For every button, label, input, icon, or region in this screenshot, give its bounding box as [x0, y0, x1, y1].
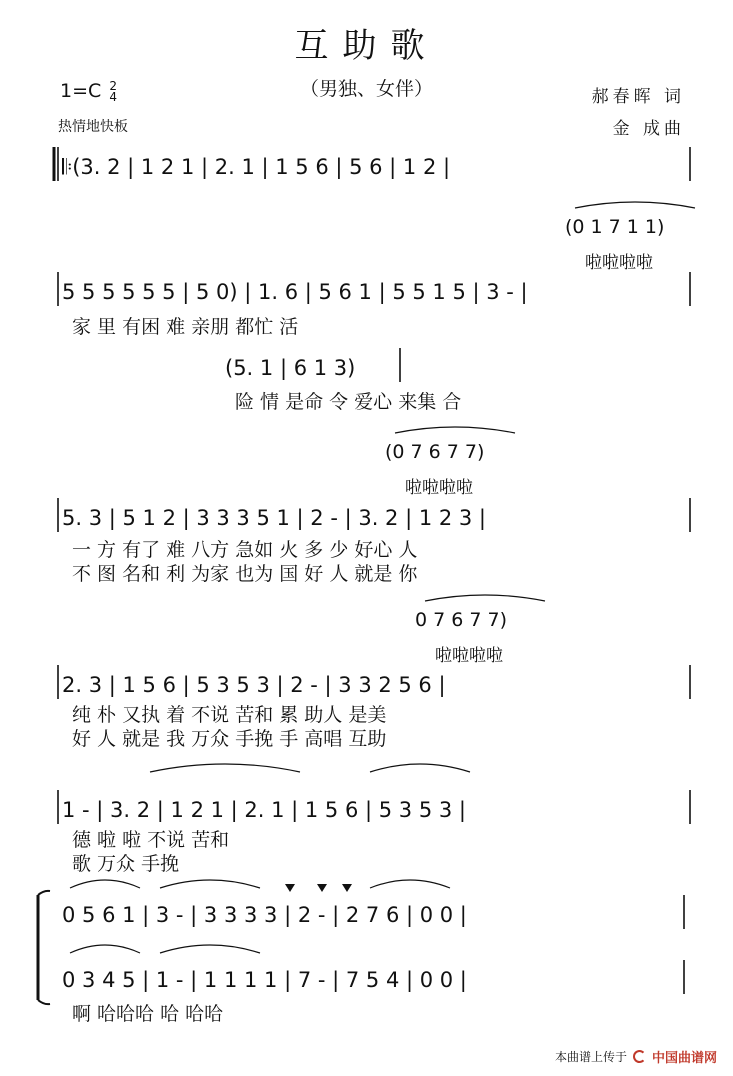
- key-label: 1=C: [60, 80, 102, 102]
- lower-voice-notes: 0 3 4 5 | 1 - | 1 1 1 1 | 7 - | 7 5 4 | 0 0 |: [62, 968, 467, 992]
- cue-lyrics: 啦啦啦啦: [585, 253, 653, 273]
- upload-credit: [555, 1047, 717, 1066]
- cue-notes: 0 7 6 7 7): [415, 609, 508, 631]
- lyric-line: 纯 朴 又执 着 不说 苦和 累 助人 是美: [72, 704, 387, 726]
- lyric-line: 啊 哈哈哈 哈 哈哈: [72, 1003, 224, 1025]
- slur: [160, 880, 260, 888]
- page-title: 互助歌: [294, 26, 439, 66]
- slur: [70, 880, 140, 888]
- time-top: 2: [109, 78, 117, 93]
- site-name: 中国曲谱网: [651, 1051, 717, 1066]
- notes-line: 5 5 5 5 5 5 | 5 0) | 1. 6 | 5 6 1 | 5 5 1 5 | 3 - |: [62, 280, 528, 304]
- slur: [575, 202, 695, 208]
- lyric-line: 险 情 是命 令 爱心 来集 合: [235, 391, 462, 413]
- accent-mark: [285, 884, 295, 892]
- accent-mark: [342, 884, 352, 892]
- accent-mark: [317, 884, 327, 892]
- composer: 金 成曲: [612, 119, 685, 139]
- slur: [395, 427, 515, 433]
- notes-line: 2. 3 | 1 5 6 | 5 3 5 3 | 2 - | 3 3 2 5 6 |: [62, 673, 446, 697]
- upper-voice-notes: 0 5 6 1 | 3 - | 3 3 3 3 | 2 - | 2 7 6 | 0 0 |: [62, 903, 467, 927]
- slur: [370, 880, 450, 888]
- cue-lyrics: 啦啦啦啦: [405, 478, 473, 498]
- tempo-mark: 热情地快板: [58, 119, 128, 135]
- cue-notes: (0 7 6 7 7): [385, 441, 485, 463]
- lyric-line: 歌 万众 手挽: [72, 853, 180, 875]
- cue-lyrics: 啦啦啦啦: [435, 646, 503, 666]
- site-logo-icon: [633, 1050, 646, 1063]
- bracket-hook: [38, 891, 50, 895]
- page-subtitle: （男独、女伴）: [299, 78, 433, 100]
- cue-notes: (0 1 7 1 1): [565, 216, 665, 238]
- lyric-line: 一 方 有了 难 八方 急如 火 多 少 好心 人: [72, 539, 418, 561]
- slur: [370, 764, 470, 772]
- time-bottom: 4: [109, 89, 117, 104]
- notes-line: 𝄆(3. 2 | 1 2 1 | 2. 1 | 1 5 6 | 5 6 | 1 2 |: [62, 155, 451, 179]
- lyricist: 郝春晖 词: [591, 87, 685, 107]
- lyric-line: 家 里 有困 难 亲朋 都忙 活: [72, 316, 299, 338]
- slur: [150, 764, 300, 772]
- lyric-line: 不 图 名和 利 为家 也为 国 好 人 就是 你: [72, 563, 418, 585]
- notes-line: 5. 3 | 5 1 2 | 3 3 3 5 1 | 2 - | 3. 2 | 1 2 3 |: [62, 506, 487, 530]
- upload-text: 本曲谱上传于: [554, 1050, 627, 1064]
- notes-line: (5. 1 | 6 1 3): [225, 356, 356, 380]
- notes-line: 1 - | 3. 2 | 1 2 1 | 2. 1 | 1 5 6 | 5 3 5 3 |: [62, 798, 466, 822]
- slur: [70, 945, 140, 953]
- bracket-hook: [38, 1000, 50, 1004]
- lyric-line: 德 啦 啦 不说 苦和: [72, 829, 230, 851]
- slur: [425, 595, 545, 601]
- slur: [160, 945, 260, 953]
- lyric-line: 好 人 就是 我 万众 手挽 手 高唱 互助: [72, 728, 387, 750]
